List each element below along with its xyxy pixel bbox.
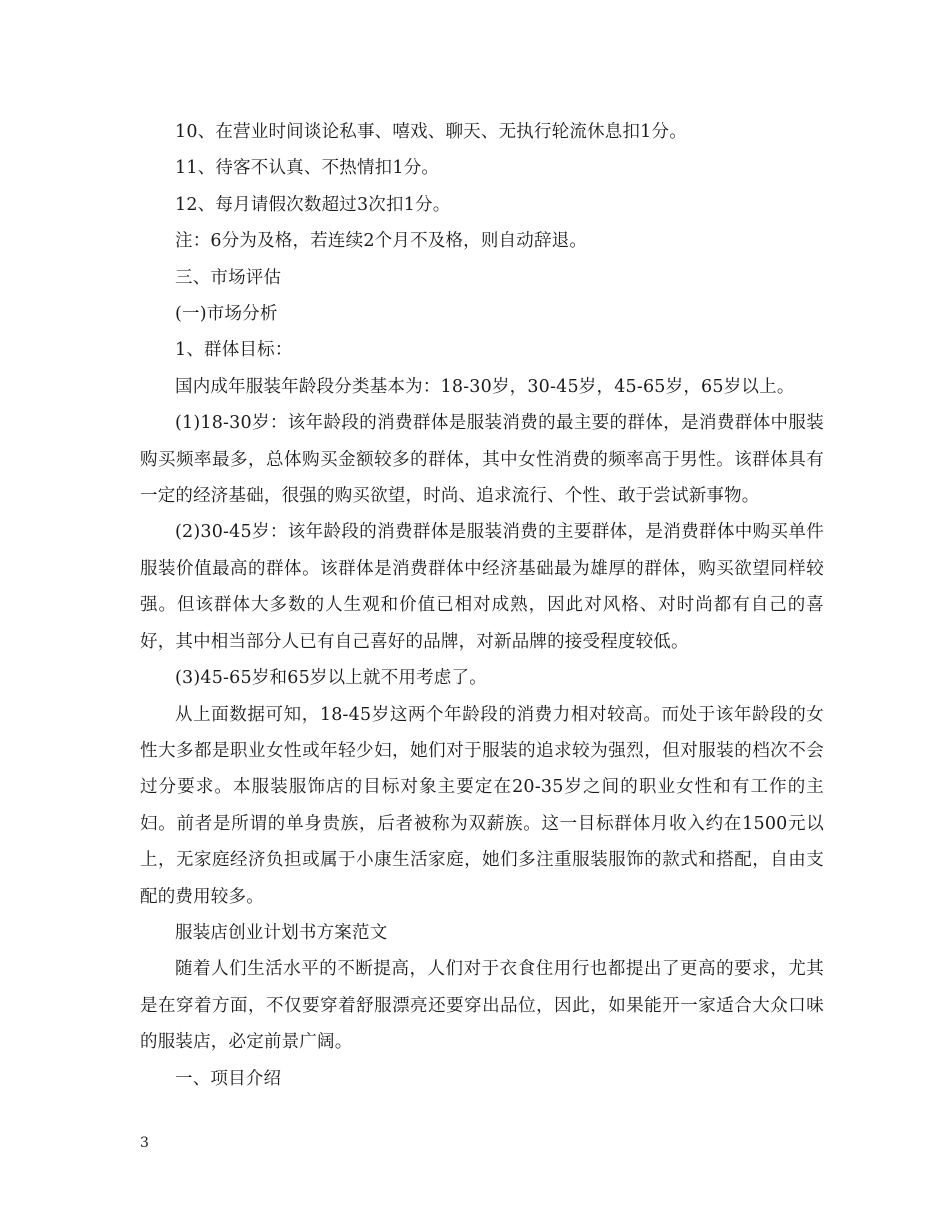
- paragraph-conclusion: 从上面数据可知，18-45岁这两个年龄段的消费力相对较高。而处于该年龄段的女性大多都是职业女性或年轻少妇，她们对于服装的追求较为强烈，但对服装的档次不会过分要求。本服装服饰店的目标对象主要定在20-35岁之间的职业女性和有工作的主妇。前者是所谓的单身贵族，后者被称为双薪族。这一目标群体月收入约在1500元以上，无家庭经济负担或属于小康生活家庭，她们多注重服装服饰的款式和搭配，自由支配的费用较多。: [140, 704, 824, 907]
- paragraph-rule-10: 10、在营业时间谈论私事、嘻戏、聊天、无执行轮流休息扣1分。: [175, 122, 687, 142]
- paragraph-age-classification: 国内成年服装年龄段分类基本为：18-30岁，30-45岁，45-65岁，65岁以上。: [175, 376, 795, 397]
- section-heading-project-intro: 一、项目介绍: [175, 1068, 282, 1089]
- paragraph-rule-12: 12、每月请假次数超过3次扣1分。: [175, 194, 451, 215]
- page-number: 3: [140, 1135, 149, 1151]
- heading-plan-sample: 服装店创业计划书方案范文: [175, 922, 388, 943]
- paragraph-age-45-65: (3)45-65岁和65岁以上就不用考虑了。: [175, 668, 487, 689]
- paragraph-note: 注：6分为及格，若连续2个月不及格，则自动辞退。: [175, 231, 588, 252]
- paragraph-age-30-45: (2)30-45岁：该年龄段的消费群体是服装消费的主要群体，是消费群体中购买单件服装价值最高的群体。该群体是消费群体中经济基础最为雄厚的群体，购买欲望同样较强。但该群体大多数的人生观和价值已相对成熟，因此对风格、对时尚都有自己的喜好，其中相当部分人已有自己喜好的品牌，对新品牌的接受程度较低。: [140, 522, 824, 652]
- section-heading-market-evaluation: 三、市场评估: [175, 267, 282, 288]
- subsection-heading-market-analysis: (一)市场分析: [175, 304, 278, 325]
- document-body: [140, 114, 824, 1097]
- paragraph-rule-11: 11、待客不认真、不热情扣1分。: [175, 158, 440, 179]
- paragraph-age-18-30: (1)18-30岁：该年龄段的消费群体是服装消费的最主要的群体，是消费群体中服装购买频率最多，总体购买金额较多的群体，其中女性消费的频率高于男性。该群体具有一定的经济基础，很强的购买欲望，时尚、追求流行、个性、敢于尝试新事物。: [140, 413, 824, 507]
- item-heading-target-group: 1、群体目标：: [175, 340, 293, 361]
- paragraph-introduction: 随着人们生活水平的不断提高，人们对于衣食住用行也都提出了更高的要求，尤其是在穿着方面，不仅要穿着舒服漂亮还要穿出品位，因此，如果能开一家适合大众口味的服装店，必定前景广阔。: [140, 959, 824, 1053]
